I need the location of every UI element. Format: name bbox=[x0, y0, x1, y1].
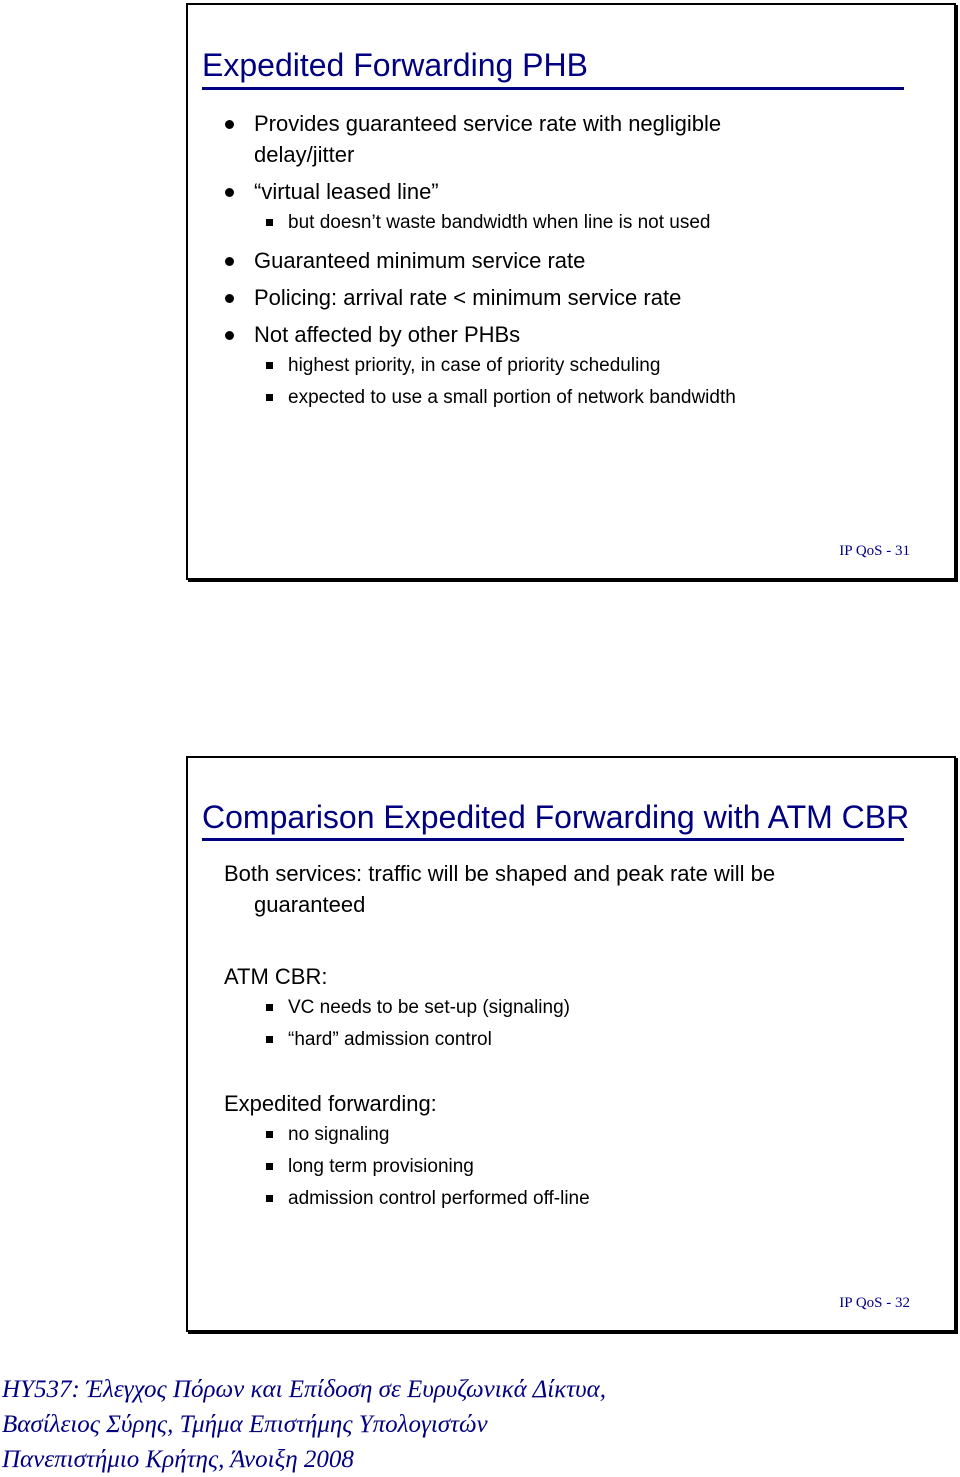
square-bullet-icon bbox=[266, 394, 273, 401]
sub-bullet-text: admission control performed off-line bbox=[288, 1188, 590, 1209]
slide-title: Expedited Forwarding PHB bbox=[202, 47, 588, 83]
sub-bullet-item bbox=[224, 1024, 924, 1056]
square-bullet-icon bbox=[266, 1004, 273, 1011]
bullet-text: “virtual leased line” bbox=[254, 179, 439, 204]
square-bullet-icon bbox=[266, 362, 273, 369]
square-bullet-icon bbox=[266, 219, 273, 226]
round-bullet-icon bbox=[225, 331, 234, 340]
sub-bullet-text: no signaling bbox=[288, 1124, 390, 1145]
bullet-item bbox=[224, 282, 924, 313]
course-footer-line-1: HY537: Έλεγχος Πόρων και Επίδοση σε Ευρυζωνικά Δίκτυα, bbox=[2, 1376, 606, 1403]
course-footer-line-2: Βασίλειος Σύρης, Τμήμα Επιστήμης Υπολογιστών bbox=[2, 1411, 488, 1438]
bullet-item bbox=[224, 319, 924, 350]
sub-bullet-text: long term provisioning bbox=[288, 1156, 474, 1177]
intro-text: Both services: traffic will be shaped and peak rate will be bbox=[224, 861, 776, 886]
square-bullet-icon bbox=[266, 1195, 273, 1202]
round-bullet-icon bbox=[225, 120, 234, 129]
sub-bullet-item bbox=[224, 1119, 924, 1151]
intro-continuation: guaranteed bbox=[254, 892, 366, 917]
slide-32 bbox=[186, 756, 956, 1332]
bullet-item bbox=[224, 245, 924, 276]
slide-title: Comparison Expedited Forwarding with ATM CBR bbox=[202, 799, 910, 835]
sub-bullet-text: expected to use a small portion of network bandwidth bbox=[288, 387, 736, 408]
sub-bullet-text: VC needs to be set-up (signaling) bbox=[288, 997, 570, 1018]
round-bullet-icon bbox=[225, 257, 234, 266]
round-bullet-icon bbox=[225, 188, 234, 197]
sub-bullet-item bbox=[224, 1151, 924, 1183]
slide-number: IP QoS - 31 bbox=[839, 543, 910, 559]
bullet-continuation: delay/jitter bbox=[254, 142, 355, 167]
slide-content bbox=[224, 108, 924, 414]
sub-bullet-text: but doesn’t waste bandwidth when line is not used bbox=[288, 212, 711, 233]
title-rule bbox=[202, 87, 904, 90]
slide-31 bbox=[186, 3, 956, 580]
bullet-item bbox=[224, 176, 924, 207]
bullet-text: Provides guaranteed service rate with negligible bbox=[254, 111, 722, 136]
ef-heading: Expedited forwarding: bbox=[224, 1091, 437, 1116]
title-rule bbox=[202, 838, 904, 841]
square-bullet-icon bbox=[266, 1163, 273, 1170]
round-bullet-icon bbox=[225, 294, 234, 303]
slide-content bbox=[224, 858, 924, 1215]
sub-bullet-item bbox=[224, 207, 924, 239]
sub-bullet-text: “hard” admission control bbox=[288, 1029, 492, 1050]
slide-number: IP QoS - 32 bbox=[839, 1295, 910, 1311]
square-bullet-icon bbox=[266, 1036, 273, 1043]
sub-bullet-item bbox=[224, 382, 924, 414]
square-bullet-icon bbox=[266, 1131, 273, 1138]
course-footer-line-3: Πανεπιστήμιο Κρήτης, Άνοιξη 2008 bbox=[2, 1446, 354, 1473]
bullet-item bbox=[224, 108, 924, 139]
sub-bullet-item bbox=[224, 350, 924, 382]
bullet-text: Not affected by other PHBs bbox=[254, 322, 521, 347]
sub-bullet-item bbox=[224, 1183, 924, 1215]
bullet-text: Guaranteed minimum service rate bbox=[254, 248, 586, 273]
sub-bullet-text: highest priority, in case of priority scheduling bbox=[288, 355, 661, 376]
atm-heading: ATM CBR: bbox=[224, 964, 328, 989]
sub-bullet-item bbox=[224, 992, 924, 1024]
bullet-text: Policing: arrival rate < minimum service rate bbox=[254, 285, 682, 310]
course-footer bbox=[2, 1372, 606, 1477]
